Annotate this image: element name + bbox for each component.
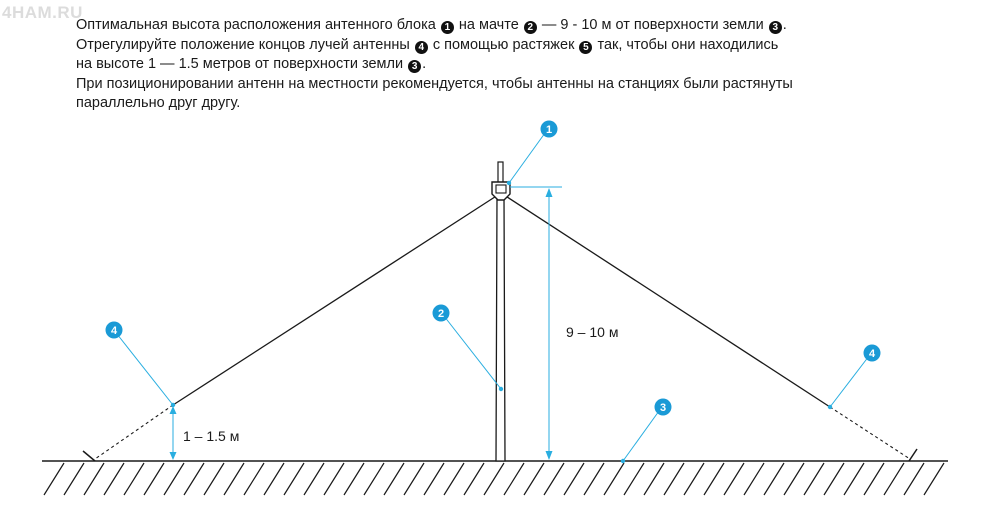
callout-1-leader: [509, 133, 545, 183]
ground: [42, 461, 948, 495]
callout-4-right-anchor: [828, 405, 832, 409]
number-badge: 3: [408, 60, 421, 73]
number-badge: 2: [524, 21, 537, 34]
left-antenna-wire: [173, 193, 501, 405]
height-dimension-label: 9 – 10 м: [566, 324, 619, 340]
callout-2: [433, 305, 450, 322]
ground-hatching: [44, 463, 944, 495]
text-segment: Отрегулируйте положение концов лучей антенны: [76, 36, 414, 53]
left-guy-rope: [95, 405, 173, 459]
callout-4-right-leader: [830, 356, 869, 407]
instruction-line-5: параллельно друг другу.: [76, 95, 241, 111]
callout-2-leader: [444, 316, 501, 389]
mast: [496, 162, 505, 461]
callout-3: [655, 399, 672, 416]
callout-4-right: [864, 345, 881, 362]
callout-4-right-number: 4: [868, 348, 876, 360]
callout-3-number: 3: [659, 402, 667, 414]
height-dimension-arrow-bottom: [546, 451, 553, 460]
number-badge: 5: [579, 41, 592, 54]
antenna-unit-window: [496, 185, 506, 193]
text-segment: .: [422, 56, 427, 72]
callout-4-left-leader: [117, 334, 173, 405]
callout-2-number: 2: [437, 308, 445, 320]
mast-pole: [496, 196, 505, 461]
right-antenna-wire: [501, 193, 830, 407]
number-badge: 4: [415, 41, 428, 54]
right-ground-stake: [909, 449, 917, 461]
site-watermark: 4HAM.RU: [2, 3, 83, 22]
callout-4-left-anchor: [171, 403, 175, 407]
right-guy-rope: [830, 407, 910, 459]
left-ground-stake: [83, 451, 95, 461]
height-dimension: [510, 187, 618, 460]
callout-3-anchor: [621, 459, 625, 463]
text-segment: Оптимальная высота расположения антенного блока: [76, 17, 440, 33]
text-segment: на высоте 1 — 1.5 метров от поверхности земли: [76, 56, 408, 72]
callout-4-left-number: 4: [110, 325, 118, 337]
text-segment: на мачте: [454, 17, 523, 33]
end-height-dimension-label: 1 – 1.5 м: [183, 428, 240, 444]
number-badge: 3: [769, 21, 782, 34]
callout-1-number: 1: [545, 124, 553, 136]
text-segment: — 9 - 10 м от поверхности земли: [537, 17, 768, 33]
end-height-arrow-bottom: [170, 452, 177, 460]
text-segment: так, чтобы они находились: [593, 36, 779, 53]
text-segment: .: [782, 17, 787, 33]
callout-2-anchor: [499, 387, 503, 391]
mast-top-whip: [498, 162, 503, 184]
callout-1: [541, 121, 558, 138]
number-badge: 1: [441, 21, 454, 34]
height-dimension-arrow-top: [546, 188, 553, 197]
end-height-dimension: [170, 406, 240, 460]
end-height-arrow-top: [170, 406, 177, 414]
antenna-unit: [492, 182, 510, 200]
callout-4-left: [106, 322, 123, 339]
callout-3-leader: [623, 411, 659, 461]
callout-1-anchor: [507, 181, 511, 185]
text-segment: с помощью растяжек: [428, 36, 579, 53]
instruction-line-4: При позиционировании антенн на местности рекомендуется, чтобы антенны на станциях были растянуты: [76, 75, 793, 92]
